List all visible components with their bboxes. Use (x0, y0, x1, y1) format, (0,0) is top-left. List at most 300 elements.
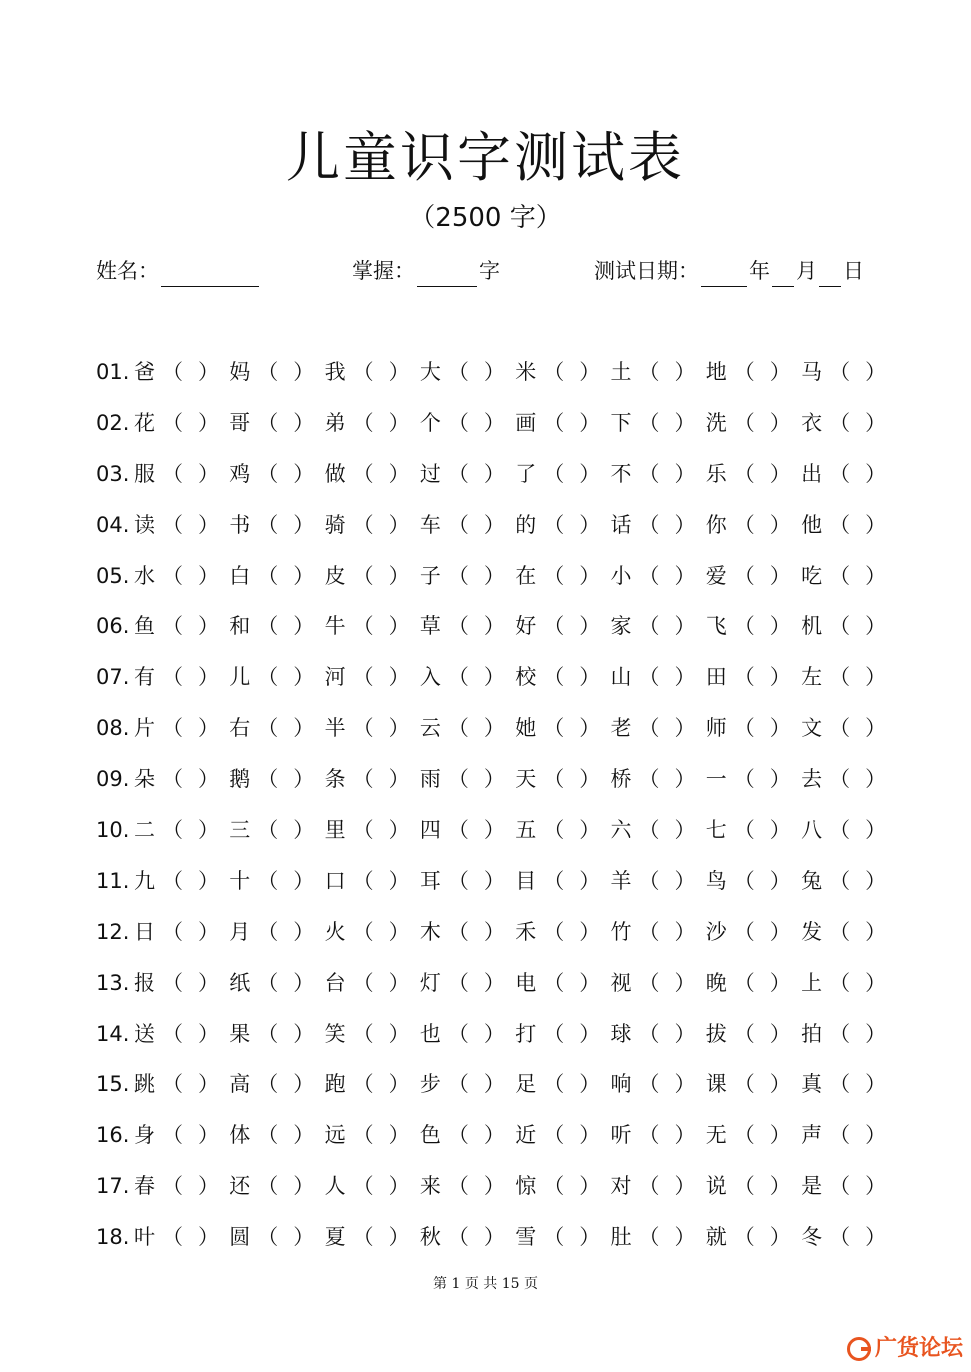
answer-paren-left[interactable]: （ (829, 360, 851, 384)
answer-paren-left[interactable]: （ (543, 360, 565, 384)
answer-paren-left[interactable]: （ (352, 360, 374, 384)
answer-paren-left[interactable]: （ (638, 818, 660, 843)
year-blank[interactable] (701, 264, 747, 287)
answer-paren-left[interactable]: （ (257, 410, 279, 435)
answer-paren-right[interactable]: ） (198, 1225, 219, 1250)
answer-paren-left[interactable]: （ (257, 1123, 279, 1148)
answer-paren-right[interactable]: ） (388, 716, 410, 741)
answer-paren-left[interactable]: （ (352, 767, 374, 792)
answer-paren-right[interactable]: ） (865, 1174, 887, 1199)
answer-paren-left[interactable]: （ (352, 563, 374, 588)
answer-paren-right[interactable]: ） (674, 1174, 696, 1199)
answer-paren-left[interactable]: （ (543, 1021, 565, 1046)
answer-paren-left[interactable]: （ (733, 868, 755, 893)
answer-paren-right[interactable]: ） (293, 868, 315, 893)
answer-paren-left[interactable]: （ (352, 1072, 374, 1097)
answer-paren-right[interactable]: ） (483, 868, 505, 893)
answer-paren-left[interactable]: （ (543, 614, 565, 639)
answer-paren-left[interactable]: （ (447, 1225, 469, 1250)
answer-paren-left[interactable]: （ (447, 614, 469, 639)
answer-paren-left[interactable]: （ (829, 665, 851, 690)
answer-paren-left[interactable]: （ (638, 1123, 660, 1148)
answer-paren-left[interactable]: （ (162, 1174, 183, 1199)
answer-paren-right[interactable]: ） (483, 1021, 505, 1046)
answer-paren-left[interactable]: （ (257, 461, 279, 486)
answer-paren-left[interactable]: （ (543, 716, 565, 741)
answer-paren-left[interactable]: （ (447, 1174, 469, 1199)
answer-paren-right[interactable]: ） (293, 461, 315, 486)
answer-paren-right[interactable]: ） (388, 868, 410, 893)
answer-paren-right[interactable]: ） (483, 410, 505, 435)
answer-paren-right[interactable]: ） (198, 970, 219, 995)
answer-paren-right[interactable]: ） (293, 410, 315, 435)
answer-paren-right[interactable]: ） (579, 1123, 601, 1148)
answer-paren-right[interactable]: ） (769, 716, 791, 741)
answer-paren-right[interactable]: ） (769, 970, 791, 995)
answer-paren-left[interactable]: （ (829, 1021, 851, 1046)
answer-paren-left[interactable]: （ (447, 1021, 469, 1046)
answer-paren-left[interactable]: （ (352, 1021, 374, 1046)
answer-paren-right[interactable]: ） (198, 919, 219, 944)
answer-paren-left[interactable]: （ (638, 512, 660, 537)
master-blank[interactable] (417, 264, 477, 287)
name-blank[interactable] (161, 264, 259, 287)
answer-paren-left[interactable]: （ (447, 665, 469, 690)
answer-paren-left[interactable]: （ (829, 1072, 851, 1097)
answer-paren-right[interactable]: ） (865, 563, 887, 588)
answer-paren-left[interactable]: （ (829, 919, 851, 944)
answer-paren-right[interactable]: ） (483, 970, 505, 995)
answer-paren-right[interactable]: ） (579, 1072, 601, 1097)
answer-paren-right[interactable]: ） (293, 1123, 315, 1148)
answer-paren-left[interactable]: （ (162, 614, 183, 639)
answer-paren-left[interactable]: （ (543, 461, 565, 486)
answer-paren-left[interactable]: （ (447, 919, 469, 944)
answer-paren-right[interactable]: ） (483, 1174, 505, 1199)
answer-paren-left[interactable]: （ (829, 563, 851, 588)
answer-paren-left[interactable]: （ (352, 1123, 374, 1148)
answer-paren-left[interactable]: （ (543, 1123, 565, 1148)
answer-paren-right[interactable]: ） (388, 919, 410, 944)
answer-paren-left[interactable]: （ (352, 818, 374, 843)
answer-paren-right[interactable]: ） (769, 410, 791, 435)
answer-paren-right[interactable]: ） (198, 461, 219, 486)
test-character: 桥 (610, 767, 632, 792)
answer-paren-left[interactable]: （ (257, 818, 279, 843)
answer-paren-left[interactable]: （ (162, 1123, 183, 1148)
answer-paren-right[interactable]: ） (865, 767, 887, 792)
answer-paren-left[interactable]: （ (638, 919, 660, 944)
answer-paren-left[interactable]: （ (829, 970, 851, 995)
answer-paren-right[interactable]: ） (483, 665, 505, 690)
answer-paren-left[interactable]: （ (638, 1072, 660, 1097)
answer-paren-left[interactable]: （ (162, 919, 183, 944)
test-character: 雨 (419, 767, 441, 792)
answer-paren-left[interactable]: （ (733, 1123, 755, 1148)
answer-paren-right[interactable]: ） (483, 716, 505, 741)
answer-paren-left[interactable]: （ (638, 360, 660, 384)
answer-paren-left[interactable]: （ (447, 360, 469, 384)
answer-paren-right[interactable]: ） (865, 1123, 887, 1148)
answer-paren-right[interactable]: ） (579, 665, 601, 690)
answer-paren-left[interactable]: （ (543, 1072, 565, 1097)
answer-paren-left[interactable]: （ (257, 1072, 279, 1097)
answer-paren-right[interactable]: ） (388, 818, 410, 843)
answer-paren-left[interactable]: （ (352, 1225, 374, 1250)
answer-paren-right[interactable]: ） (388, 410, 410, 435)
answer-paren-right[interactable]: ） (865, 1072, 887, 1097)
answer-paren-left[interactable]: （ (162, 461, 183, 486)
answer-paren-right[interactable]: ） (579, 461, 601, 486)
answer-paren-right[interactable]: ） (293, 614, 315, 639)
answer-paren-right[interactable]: ） (483, 512, 505, 537)
answer-paren-left[interactable]: （ (733, 970, 755, 995)
answer-paren-left[interactable]: （ (733, 360, 755, 384)
answer-paren-left[interactable]: （ (447, 1123, 469, 1148)
answer-paren-left[interactable]: （ (638, 868, 660, 893)
answer-paren-left[interactable]: （ (257, 614, 279, 639)
answer-paren-left[interactable]: （ (829, 512, 851, 537)
answer-paren-right[interactable]: ） (198, 1123, 219, 1148)
answer-paren-left[interactable]: （ (162, 970, 183, 995)
answer-paren-left[interactable]: （ (447, 970, 469, 995)
answer-paren-right[interactable]: ） (388, 1072, 410, 1097)
answer-paren-left[interactable]: （ (543, 410, 565, 435)
answer-paren-left[interactable]: （ (733, 919, 755, 944)
answer-paren-left[interactable]: （ (733, 716, 755, 741)
answer-paren-right[interactable]: ） (674, 1072, 696, 1097)
answer-paren-left[interactable]: （ (543, 970, 565, 995)
answer-paren-left[interactable]: （ (733, 563, 755, 588)
answer-paren-right[interactable]: ） (674, 1123, 696, 1148)
answer-paren-left[interactable]: （ (447, 410, 469, 435)
answer-paren-right[interactable]: ） (674, 868, 696, 893)
answer-paren-right[interactable]: ） (293, 1174, 315, 1199)
answer-paren-right[interactable]: ） (674, 360, 696, 384)
answer-paren-left[interactable]: （ (257, 563, 279, 588)
answer-paren-right[interactable]: ） (674, 1225, 696, 1250)
answer-paren-left[interactable]: （ (162, 767, 183, 792)
answer-paren-left[interactable]: （ (829, 410, 851, 435)
answer-paren-left[interactable]: （ (733, 410, 755, 435)
answer-paren-right[interactable]: ） (579, 512, 601, 537)
answer-paren-left[interactable]: （ (447, 818, 469, 843)
answer-paren-left[interactable]: （ (352, 919, 374, 944)
answer-paren-left[interactable]: （ (543, 665, 565, 690)
row-number: 05. (96, 563, 130, 588)
answer-paren-left[interactable]: （ (543, 1225, 565, 1250)
answer-paren-right[interactable]: ） (579, 1021, 601, 1046)
answer-paren-right[interactable]: ） (674, 461, 696, 486)
answer-paren-right[interactable]: ） (293, 716, 315, 741)
answer-paren-right[interactable]: ） (769, 563, 791, 588)
answer-paren-right[interactable]: ） (674, 818, 696, 843)
answer-paren-right[interactable]: ） (198, 868, 219, 893)
answer-paren-left[interactable]: （ (352, 410, 374, 435)
answer-paren-left[interactable]: （ (447, 1072, 469, 1097)
answer-paren-right[interactable]: ） (769, 614, 791, 639)
answer-paren-left[interactable]: （ (543, 919, 565, 944)
answer-paren-left[interactable]: （ (543, 767, 565, 792)
answer-paren-right[interactable]: ） (388, 360, 410, 384)
answer-paren-left[interactable]: （ (162, 512, 183, 537)
answer-paren-left[interactable]: （ (733, 512, 755, 537)
answer-paren-right[interactable]: ） (293, 563, 315, 588)
answer-paren-left[interactable]: （ (257, 665, 279, 690)
answer-paren-right[interactable]: ） (769, 919, 791, 944)
answer-paren-right[interactable]: ） (293, 512, 315, 537)
answer-paren-right[interactable]: ） (293, 360, 315, 384)
answer-paren-right[interactable]: ） (483, 360, 505, 384)
answer-paren-right[interactable]: ） (388, 665, 410, 690)
answer-paren-right[interactable]: ） (865, 665, 887, 690)
answer-paren-right[interactable]: ） (865, 919, 887, 944)
answer-paren-left[interactable]: （ (257, 767, 279, 792)
answer-paren-right[interactable]: ） (579, 1174, 601, 1199)
answer-paren-right[interactable]: ） (388, 1123, 410, 1148)
answer-paren-left[interactable]: （ (257, 1021, 279, 1046)
answer-paren-right[interactable]: ） (865, 716, 887, 741)
answer-paren-left[interactable]: （ (829, 1174, 851, 1199)
answer-paren-left[interactable]: （ (162, 410, 183, 435)
char-item (611, 817, 703, 843)
answer-paren-right[interactable]: ） (198, 767, 219, 792)
answer-paren-right[interactable]: ） (769, 818, 791, 843)
answer-paren-right[interactable]: ） (198, 512, 219, 537)
answer-paren-left[interactable]: （ (638, 970, 660, 995)
answer-paren-right[interactable]: ） (198, 1174, 219, 1199)
answer-paren-left[interactable]: （ (257, 1174, 279, 1199)
answer-paren-right[interactable]: ） (293, 818, 315, 843)
answer-paren-left[interactable]: （ (733, 1225, 755, 1250)
answer-paren-right[interactable]: ） (388, 970, 410, 995)
answer-paren-left[interactable]: （ (257, 919, 279, 944)
answer-paren-left[interactable]: （ (447, 767, 469, 792)
answer-paren-left[interactable]: （ (162, 360, 183, 384)
answer-paren-right[interactable]: ） (388, 614, 410, 639)
answer-paren-left[interactable]: （ (733, 767, 755, 792)
answer-paren-right[interactable]: ） (865, 868, 887, 893)
answer-paren-right[interactable]: ） (769, 1072, 791, 1097)
answer-paren-right[interactable]: ） (483, 767, 505, 792)
answer-paren-right[interactable]: ） (769, 1174, 791, 1199)
answer-paren-right[interactable]: ） (293, 767, 315, 792)
answer-paren-right[interactable]: ） (198, 665, 219, 690)
answer-paren-left[interactable]: （ (162, 716, 183, 741)
answer-paren-left[interactable]: （ (543, 1174, 565, 1199)
answer-paren-right[interactable]: ） (198, 360, 219, 384)
answer-paren-left[interactable]: （ (733, 1174, 755, 1199)
answer-paren-right[interactable]: ） (388, 461, 410, 486)
answer-paren-left[interactable]: （ (829, 818, 851, 843)
answer-paren-left[interactable]: （ (162, 868, 183, 893)
answer-paren-right[interactable]: ） (483, 818, 505, 843)
answer-paren-left[interactable]: （ (638, 716, 660, 741)
answer-paren-left[interactable]: （ (352, 614, 374, 639)
answer-paren-left[interactable]: （ (733, 1072, 755, 1097)
answer-paren-right[interactable]: ） (579, 716, 601, 741)
answer-paren-left[interactable]: （ (352, 970, 374, 995)
answer-paren-right[interactable]: ） (674, 767, 696, 792)
answer-paren-left[interactable]: （ (638, 410, 660, 435)
answer-paren-right[interactable]: ） (388, 1225, 410, 1250)
answer-paren-right[interactable]: ） (769, 1225, 791, 1250)
answer-paren-right[interactable]: ） (293, 919, 315, 944)
answer-paren-right[interactable]: ） (674, 512, 696, 537)
answer-paren-left[interactable]: （ (257, 1225, 279, 1250)
answer-paren-right[interactable]: ） (579, 919, 601, 944)
answer-paren-right[interactable]: ） (388, 1174, 410, 1199)
answer-paren-right[interactable]: ） (293, 665, 315, 690)
answer-paren-right[interactable]: ） (388, 1021, 410, 1046)
answer-paren-right[interactable]: ） (865, 1225, 887, 1250)
answer-paren-right[interactable]: ） (674, 410, 696, 435)
answer-paren-left[interactable]: （ (447, 461, 469, 486)
answer-paren-left[interactable]: （ (352, 512, 374, 537)
answer-paren-right[interactable]: ） (674, 1021, 696, 1046)
answer-paren-left[interactable]: （ (829, 1123, 851, 1148)
answer-paren-left[interactable]: （ (638, 1021, 660, 1046)
answer-paren-left[interactable]: （ (733, 1021, 755, 1046)
answer-paren-right[interactable]: ） (769, 767, 791, 792)
answer-paren-right[interactable]: ） (865, 970, 887, 995)
answer-paren-right[interactable]: ） (865, 818, 887, 843)
answer-paren-left[interactable]: （ (257, 512, 279, 537)
answer-paren-left[interactable]: （ (543, 563, 565, 588)
char-item (134, 410, 226, 436)
answer-paren-left[interactable]: （ (162, 1021, 183, 1046)
answer-paren-left[interactable]: （ (638, 563, 660, 588)
answer-paren-right[interactable]: ） (483, 919, 505, 944)
answer-paren-right[interactable]: ） (579, 767, 601, 792)
answer-paren-left[interactable]: （ (352, 1174, 374, 1199)
answer-paren-left[interactable]: （ (733, 461, 755, 486)
answer-paren-left[interactable]: （ (733, 665, 755, 690)
answer-paren-right[interactable]: ） (865, 1021, 887, 1046)
answer-paren-left[interactable]: （ (543, 512, 565, 537)
answer-paren-left[interactable]: （ (829, 767, 851, 792)
answer-paren-right[interactable]: ） (483, 614, 505, 639)
answer-paren-right[interactable]: ） (198, 1021, 219, 1046)
answer-paren-right[interactable]: ） (674, 563, 696, 588)
answer-paren-right[interactable]: ） (674, 970, 696, 995)
answer-paren-right[interactable]: ） (579, 410, 601, 435)
answer-paren-right[interactable]: ） (769, 665, 791, 690)
answer-paren-left[interactable]: （ (638, 461, 660, 486)
answer-paren-left[interactable]: （ (257, 868, 279, 893)
answer-paren-left[interactable]: （ (447, 868, 469, 893)
answer-paren-right[interactable]: ） (579, 818, 601, 843)
answer-paren-right[interactable]: ） (198, 716, 219, 741)
answer-paren-left[interactable]: （ (447, 512, 469, 537)
answer-paren-left[interactable]: （ (352, 716, 374, 741)
answer-paren-right[interactable]: ） (483, 563, 505, 588)
answer-paren-right[interactable]: ） (388, 767, 410, 792)
answer-paren-left[interactable]: （ (447, 716, 469, 741)
answer-paren-right[interactable]: ） (674, 716, 696, 741)
answer-paren-right[interactable]: ） (769, 360, 791, 384)
answer-paren-right[interactable]: ） (865, 512, 887, 537)
answer-paren-right[interactable]: ） (579, 563, 601, 588)
answer-paren-left[interactable]: （ (352, 665, 374, 690)
answer-paren-left[interactable]: （ (257, 360, 279, 384)
answer-paren-right[interactable]: ） (579, 1225, 601, 1250)
answer-paren-right[interactable]: ） (483, 461, 505, 486)
answer-paren-right[interactable]: ） (769, 1123, 791, 1148)
answer-paren-left[interactable]: （ (733, 818, 755, 843)
answer-paren-left[interactable]: （ (543, 818, 565, 843)
answer-paren-right[interactable]: ） (865, 461, 887, 486)
answer-paren-right[interactable]: ） (388, 512, 410, 537)
answer-paren-right[interactable]: ） (198, 563, 219, 588)
answer-paren-left[interactable]: （ (447, 563, 469, 588)
answer-paren-right[interactable]: ） (483, 1123, 505, 1148)
answer-paren-left[interactable]: （ (829, 868, 851, 893)
answer-paren-left[interactable]: （ (162, 563, 183, 588)
answer-paren-left[interactable]: （ (257, 970, 279, 995)
answer-paren-right[interactable]: ） (865, 360, 887, 384)
answer-paren-right[interactable]: ） (769, 868, 791, 893)
answer-paren-right[interactable]: ） (293, 970, 315, 995)
answer-paren-right[interactable]: ） (198, 614, 219, 639)
answer-paren-right[interactable]: ） (769, 461, 791, 486)
answer-paren-left[interactable]: （ (257, 716, 279, 741)
answer-paren-left[interactable]: （ (638, 1174, 660, 1199)
answer-paren-right[interactable]: ） (579, 360, 601, 384)
answer-paren-left[interactable]: （ (162, 1072, 183, 1097)
answer-paren-left[interactable]: （ (829, 1225, 851, 1250)
answer-paren-right[interactable]: ） (293, 1021, 315, 1046)
char-item (515, 766, 607, 792)
answer-paren-left[interactable]: （ (352, 868, 374, 893)
answer-paren-right[interactable]: ） (579, 614, 601, 639)
answer-paren-right[interactable]: ） (674, 665, 696, 690)
answer-paren-left[interactable]: （ (352, 461, 374, 486)
answer-paren-right[interactable]: ） (674, 919, 696, 944)
answer-paren-right[interactable]: ） (769, 512, 791, 537)
answer-paren-left[interactable]: （ (638, 614, 660, 639)
answer-paren-right[interactable]: ） (483, 1072, 505, 1097)
day-blank[interactable] (819, 264, 841, 287)
answer-paren-left[interactable]: （ (162, 1225, 183, 1250)
answer-paren-right[interactable]: ） (293, 1225, 315, 1250)
answer-paren-right[interactable]: ） (198, 410, 219, 435)
answer-paren-left[interactable]: （ (829, 614, 851, 639)
answer-paren-left[interactable]: （ (162, 818, 183, 843)
answer-paren-right[interactable]: ） (579, 868, 601, 893)
answer-paren-left[interactable]: （ (733, 614, 755, 639)
answer-paren-right[interactable]: ） (674, 614, 696, 639)
answer-paren-right[interactable]: ） (483, 1225, 505, 1250)
answer-paren-left[interactable]: （ (638, 767, 660, 792)
test-character: 牛 (324, 614, 346, 639)
answer-paren-right[interactable]: ） (579, 970, 601, 995)
answer-paren-left[interactable]: （ (162, 665, 183, 690)
answer-paren-left[interactable]: （ (638, 665, 660, 690)
answer-paren-right[interactable]: ） (198, 1072, 219, 1097)
answer-paren-left[interactable]: （ (543, 868, 565, 893)
answer-paren-right[interactable]: ） (388, 563, 410, 588)
month-blank[interactable] (772, 264, 794, 287)
answer-paren-right[interactable]: ） (198, 818, 219, 843)
answer-paren-left[interactable]: （ (829, 716, 851, 741)
answer-paren-left[interactable]: （ (829, 461, 851, 486)
answer-paren-right[interactable]: ） (293, 1072, 315, 1097)
answer-paren-left[interactable]: （ (638, 1225, 660, 1250)
answer-paren-right[interactable]: ） (865, 614, 887, 639)
answer-paren-right[interactable]: ） (865, 410, 887, 435)
answer-paren-right[interactable]: ） (769, 1021, 791, 1046)
